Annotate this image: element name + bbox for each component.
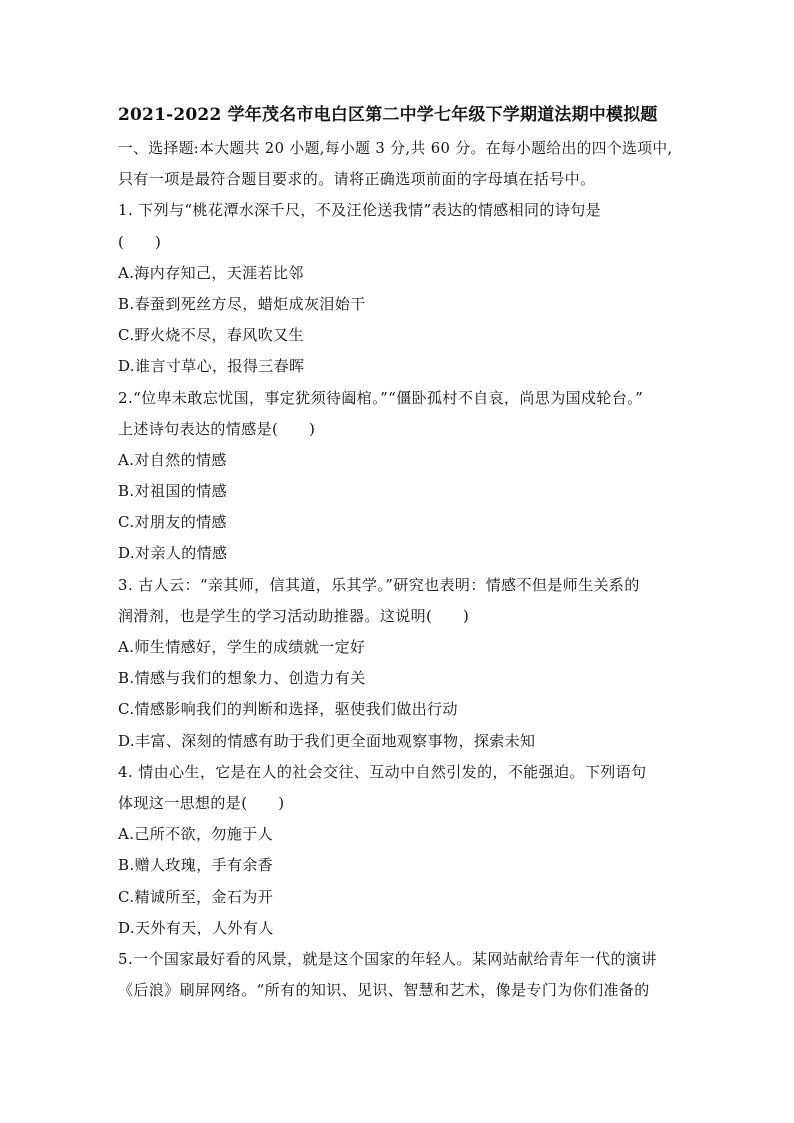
text-line: 3. 古人云：“亲其师，信其道，乐其学。”研究也表明：情感不但是师生关系的 xyxy=(118,575,640,594)
text-line: D.对亲人的情感 xyxy=(118,544,228,563)
text-line: ( ) xyxy=(118,232,162,251)
document-body xyxy=(118,102,678,1006)
text-line: B.赠人玫瑰，手有余香 xyxy=(118,856,274,875)
text-line: C.对朋友的情感 xyxy=(118,513,227,532)
text-line: C.精诚所至，金石为开 xyxy=(118,887,274,906)
text-line: A.对自然的情感 xyxy=(118,450,227,469)
text-line: 润滑剂，也是学生的学习活动助推器。这说明( ) xyxy=(118,606,470,625)
text-line: 只有一项是最符合题目要求的。请将正确选项前面的字母填在括号中。 xyxy=(118,170,596,189)
text-line: D.谁言寸草心，报得三春晖 xyxy=(118,357,305,376)
text-line: 上述诗句表达的情感是( ) xyxy=(118,419,316,438)
text-line: A.己所不欲，勿施于人 xyxy=(118,825,274,844)
text-line: D.丰富、深刻的情感有助于我们更全面地观察事物，探索未知 xyxy=(118,731,536,750)
question-text xyxy=(118,133,678,1006)
text-line: 一、选择题:本大题共 20 小题,每小题 3 分,共 60 分。在每小题给出的四个选项中, xyxy=(118,140,673,157)
text-line: 5.一个国家最好看的风景，就是这个国家的年轻人。某网站献给青年一代的演讲 xyxy=(118,949,657,968)
text-line: B.对祖国的情感 xyxy=(118,482,227,501)
text-line: B.春蚕到死丝方尽，蜡炬成灰泪始干 xyxy=(118,294,366,313)
text-line: 2.“位卑未敢忘忧国，事定犹须待阖棺。”“僵卧孤村不自哀，尚思为国戍轮台。” xyxy=(118,388,644,407)
text-line: D.天外有天，人外有人 xyxy=(118,918,274,937)
text-line: C.野火烧不尽，春风吹又生 xyxy=(118,326,304,345)
text-line: 1. 下列与“桃花潭水深千尺，不及汪伦送我情”表达的情感相同的诗句是 xyxy=(118,201,602,220)
text-line: A.师生情感好，学生的成绩就一定好 xyxy=(118,638,366,656)
text-line: C.情感影响我们的判断和选择，驱使我们做出行动 xyxy=(118,700,458,719)
text-line: 《后浪》刷屏网络。“所有的知识、见识、智慧和艺术，像是专门为你们准备的 xyxy=(118,981,650,1000)
text-line: B.情感与我们的想象力、创造力有关 xyxy=(118,669,366,688)
text-line: 4. 情由心生，它是在人的社会交往、互动中自然引发的，不能强迫。下列语句 xyxy=(118,762,647,781)
text-line: A.海内存知己，天涯若比邻 xyxy=(118,263,304,282)
text-line: 体现这一思想的是( ) xyxy=(118,793,285,812)
document-title: 2021-2022 学年茂名市电白区第二中学七年级下学期道法期中模拟题 xyxy=(118,105,658,125)
